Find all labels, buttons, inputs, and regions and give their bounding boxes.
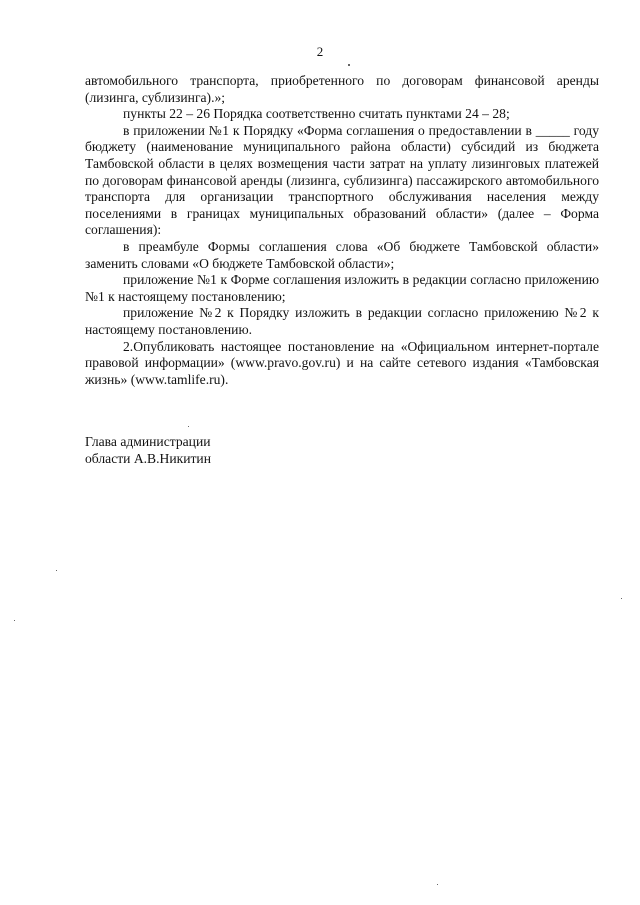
scan-artifact	[56, 570, 57, 571]
paragraph-appendix-1: в приложении №1 к Порядку «Форма соглашения о предоставлении в _____ году бюджету (наименование муниципального района области) субсидий из бюджета Тамбовской области в целях возмещения части затрат на уплату лизинговых платежей по договорам финансовой аренды (лизинга, сублизинга) пассажирского автомобильного транспорта для организации транспортного обслуживания населения между поселениями в границах муниципальных образований области» (далее – Форма соглашения):	[85, 122, 599, 238]
signature-block	[85, 434, 385, 467]
paragraph-renumber-points: пункты 22 – 26 Порядка соответственно считать пунктами 24 – 28;	[123, 106, 510, 122]
scan-artifact	[348, 64, 350, 66]
page-number: 2	[316, 44, 324, 59]
paragraph-form-appendix: приложение №1 к Форме соглашения изложить в редакции согласно приложению №1 к настоящему постановлению;	[85, 272, 599, 304]
signature-name: области А.В.Никитин	[85, 450, 211, 466]
scan-artifact	[14, 620, 15, 621]
scan-artifact	[188, 426, 189, 427]
scan-artifact	[437, 884, 438, 885]
paragraph-publish: 2.Опубликовать настоящее постановление на «Официальном интернет-портале правовой информации» (www.pravo.gov.ru) и на сайте сетевого издания «Тамбовская жизнь» (www.tamlife.ru).	[85, 338, 599, 387]
paragraph-continuation: автомобильного транспорта, приобретенного по договорам финансовой аренды (лизинга, сублизинга).»;	[85, 73, 599, 105]
document-body	[85, 73, 599, 388]
paragraph-preamble-change: в преамбуле Формы соглашения слова «Об бюджете Тамбовской области» заменить словами «О бюджете Тамбовской области»;	[85, 238, 599, 271]
scan-artifact	[621, 598, 622, 599]
paragraph-order-appendix: приложение №2 к Порядку изложить в редакции согласно приложению №2 к настоящему постановлению.	[85, 305, 599, 337]
signature-position: Глава администрации	[85, 434, 211, 449]
